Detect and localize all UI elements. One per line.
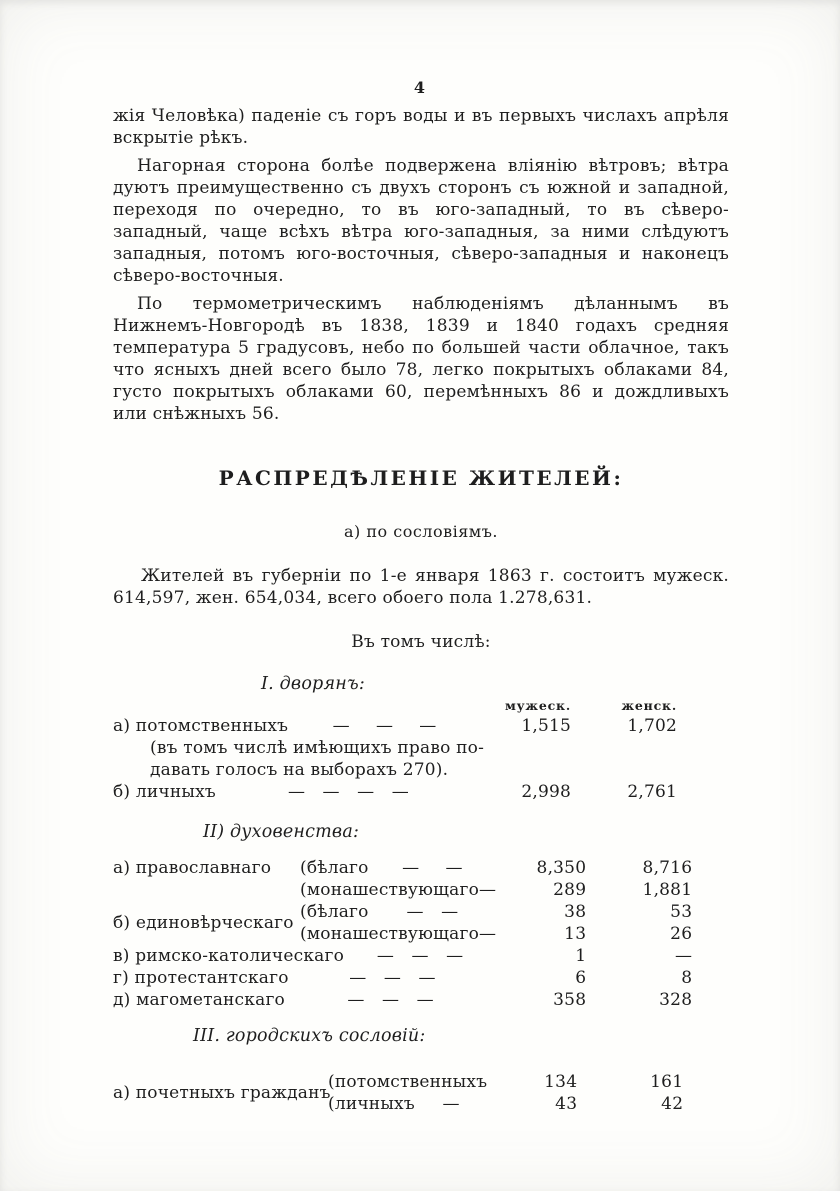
paragraph-population-summary: Жителей въ губерніи по 1-е января 1863 г. состоитъ мужеск. 614,597, жен. 654,034, всего обоего пола 1.278,631. <box>113 566 729 608</box>
male-value: 43 <box>555 1094 578 1114</box>
row-label: а) потомственныхъ <box>113 716 289 736</box>
subrow-edinoverie-white <box>300 901 496 923</box>
table-row-muslim <box>113 989 496 1011</box>
clergy-table <box>113 857 729 1011</box>
female-value: 8 <box>681 968 693 988</box>
male-value: 289 <box>553 880 587 900</box>
table-row-personal-nobles <box>113 781 729 803</box>
row-label-honored-citizens: а) почетныхъ гражданъ <box>113 1083 331 1103</box>
female-value: 26 <box>670 924 693 944</box>
sub-label: (бѣлаго <box>300 902 369 922</box>
sub-label: (потомственныхъ <box>328 1072 488 1092</box>
paragraph-temperature: По термометрическимъ наблюденіямъ дѣланнымъ въ Нижнемъ-Новгородѣ въ 1838, 1839 и 1840 годахъ средняя температура 5 градусовъ, небо по большей части облачное, такъ что ясныхъ дней всего было 78, легко покрытыхъ облаками 84, густо покрытыхъ облаками 60, перемѣнныхъ 86 и дождливыхъ или снѣжныхъ 56. <box>113 294 729 424</box>
sub-label: (монашествующаго <box>300 880 480 900</box>
subrow-orthodox-monastic <box>300 879 496 901</box>
row-dashes: — — — <box>347 990 434 1010</box>
in-that-number-label: Въ томъ числѣ: <box>351 632 491 652</box>
row-dashes: — — — — <box>287 782 409 802</box>
page-number: 4 <box>413 78 427 97</box>
male-value: 134 <box>544 1072 578 1092</box>
column-headers-spacer <box>113 697 481 715</box>
subheading-by-estates: а) по сословіямъ. <box>343 522 499 541</box>
section-title-urban-estates: III. городскихъ сословій: <box>193 1026 426 1046</box>
column-header-female: женск. <box>621 698 677 713</box>
row-dashes: — <box>479 880 497 900</box>
male-value: 6 <box>575 968 587 988</box>
subrow-personal-citizens <box>328 1093 487 1115</box>
female-value: 1,702 <box>627 716 677 736</box>
column-headers <box>113 697 729 715</box>
male-value: 1,515 <box>521 716 571 736</box>
row-dashes: — — — <box>349 968 436 988</box>
male-value: 358 <box>553 990 587 1010</box>
section-title-nobility: I. дворянъ: <box>261 674 365 694</box>
row-dashes: — — <box>402 858 463 878</box>
paragraph-spring-flood: жія Человѣка) паденіе съ горъ воды и въ первыхъ числахъ апрѣля вскрытіе рѣкъ. <box>113 106 729 148</box>
subrow-orthodox-white <box>300 857 496 879</box>
male-value: 8,350 <box>536 858 587 878</box>
row-dashes: — <box>479 924 497 944</box>
section-title-clergy: II) духовенства: <box>203 822 360 842</box>
row-dashes: — <box>442 1094 460 1114</box>
male-value: 2,998 <box>521 782 571 802</box>
heading-distribution-of-inhabitants: РАСПРЕДѢЛЕНІЕ ЖИТЕЛЕЙ: <box>218 466 624 490</box>
male-value: 38 <box>564 902 587 922</box>
female-value: — <box>675 946 693 966</box>
table-row-protestant <box>113 967 496 989</box>
sub-label: (личныхъ <box>328 1094 415 1114</box>
sub-label: (монашествующаго <box>300 924 480 944</box>
paragraph-winds: Нагорная сторона болѣе подвержена вліянію вѣтровъ; вѣтра дуютъ преимущественно съ двухъ сторонъ съ южной и западной, переходя по очередно, то въ юго-западный, то въ сѣверо-западный, чаще всѣхъ вѣтра юго-западныя, за ними слѣдуютъ западныя, потомъ юго-восточныя, сѣверо-западныя и наконецъ сѣверо-восточныя. <box>113 156 729 286</box>
female-value: 42 <box>661 1094 684 1114</box>
male-value: 1 <box>575 946 587 966</box>
sub-label: (бѣлаго <box>300 858 369 878</box>
row-label-edinoverie: б) единовѣрческаго <box>113 913 294 933</box>
row-label: д) магометанскаго <box>113 990 285 1010</box>
female-value: 1,881 <box>642 880 693 900</box>
table-row-catholic <box>113 945 496 967</box>
row-label: в) римско-католическаго <box>113 946 345 966</box>
row-label: г) протестантскаго <box>113 968 289 988</box>
note-line-2: давать голосъ на выборахъ 270). <box>150 760 449 780</box>
subrow-hereditary-citizens <box>328 1071 487 1093</box>
female-value: 2,761 <box>627 782 677 802</box>
urban-estates-table <box>113 1071 729 1115</box>
note-line-1: (въ томъ числѣ имѣющихъ право по- <box>150 738 485 758</box>
female-value: 53 <box>670 902 693 922</box>
female-value: 328 <box>659 990 693 1010</box>
female-value: 8,716 <box>642 858 693 878</box>
row-label: б) личныхъ <box>113 782 216 802</box>
row-dashes: — — <box>406 902 459 922</box>
row-dashes: — — — <box>376 946 464 966</box>
female-value: 161 <box>650 1072 684 1092</box>
subrow-edinoverie-monastic <box>300 923 496 945</box>
page-content <box>113 105 729 1115</box>
row-label-orthodox: а) православнаго <box>113 858 272 878</box>
column-header-male: мужеск. <box>504 698 571 713</box>
table-row-hereditary-nobles <box>113 715 729 737</box>
row-dashes: — — — <box>332 716 437 736</box>
male-value: 13 <box>564 924 587 944</box>
